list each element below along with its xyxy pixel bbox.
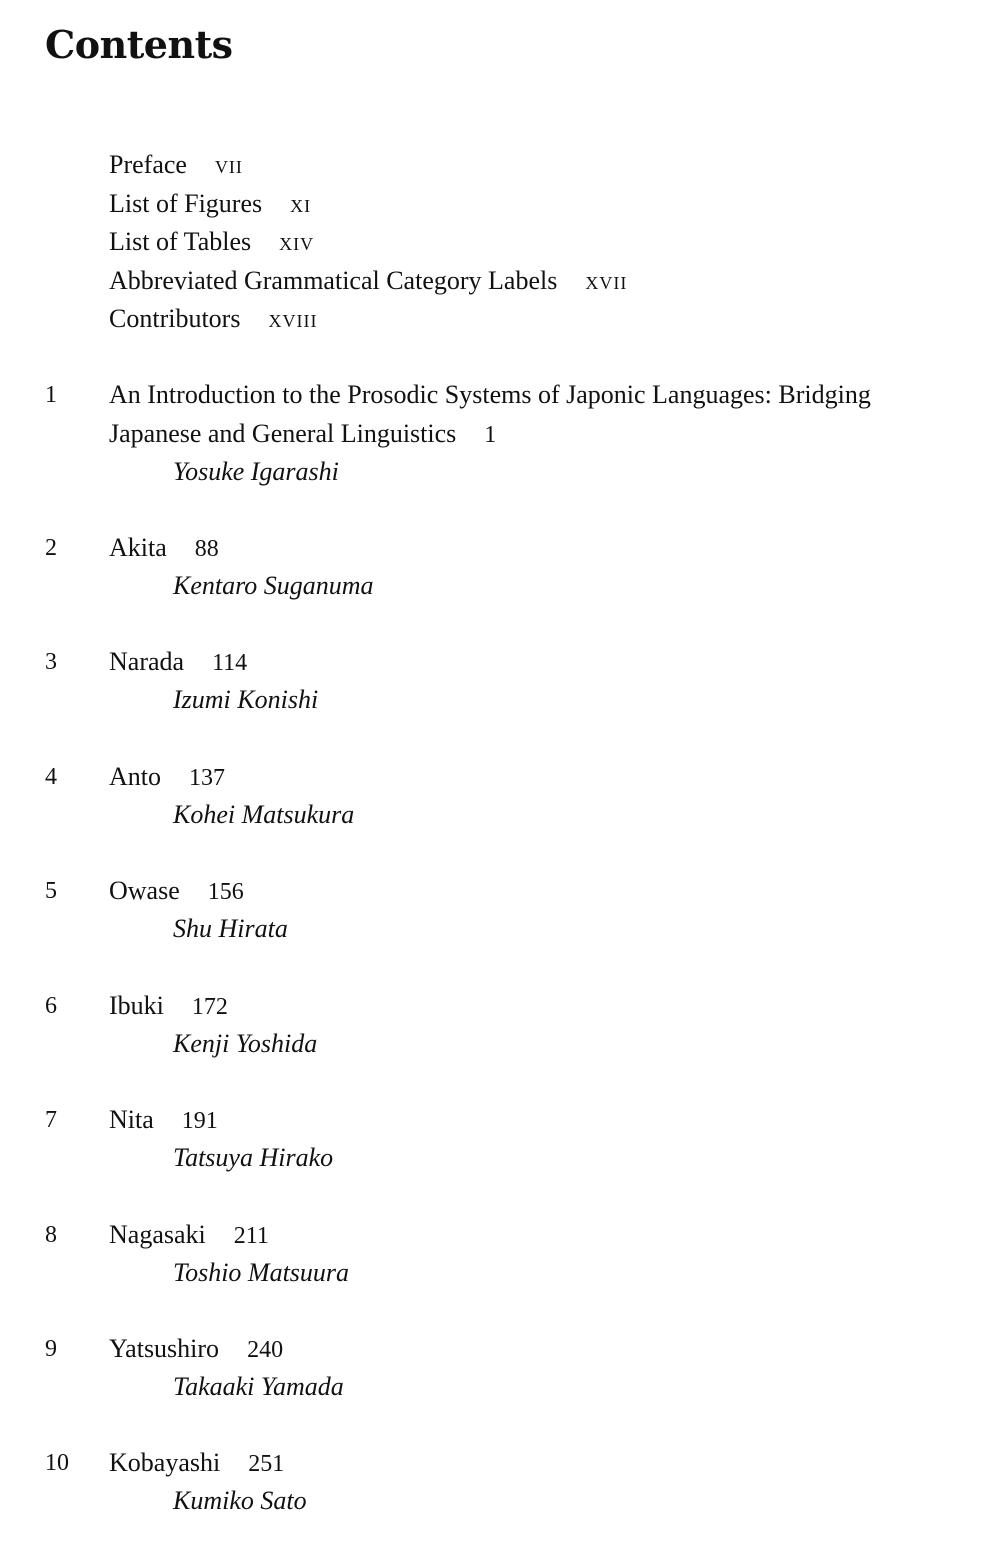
page-title: Contents — [45, 22, 233, 67]
front-matter-label: List of Figures — [109, 188, 263, 218]
chapter-page: 172 — [191, 994, 228, 1020]
chapter-number: 6 — [45, 993, 57, 1019]
chapter-page: 114 — [212, 650, 248, 676]
chapter-title-line — [109, 415, 989, 455]
chapter-title-text: Nita — [109, 1105, 154, 1134]
chapter-page: 156 — [207, 879, 244, 905]
front-matter-item[interactable] — [109, 223, 627, 262]
front-matter-list — [109, 146, 627, 339]
chapter-number: 7 — [45, 1107, 57, 1133]
chapter-page: 240 — [247, 1337, 284, 1363]
chapter-author: Izumi Konishi — [173, 685, 319, 714]
chapter-page: 191 — [181, 1108, 218, 1134]
chapter-title-text: Kobayashi — [109, 1448, 221, 1477]
chapter-title-text: Anto — [109, 762, 161, 791]
front-matter-item[interactable] — [109, 146, 627, 185]
chapter-page: 251 — [248, 1451, 285, 1477]
chapter-number: 3 — [45, 649, 57, 675]
chapter-author: Kenji Yoshida — [173, 1029, 318, 1058]
front-matter-page: xvii — [585, 265, 628, 295]
chapter-number: 2 — [45, 535, 57, 561]
chapter-author: Yosuke Igarashi — [173, 457, 339, 486]
chapter-title — [109, 987, 989, 1027]
front-matter-item[interactable] — [109, 300, 627, 339]
front-matter-label: Preface — [109, 150, 187, 179]
chapter-title — [109, 1101, 989, 1141]
chapter-author: Kohei Matsukura — [173, 800, 355, 829]
chapter-number: 10 — [45, 1450, 69, 1476]
chapter-title-text: Narada — [109, 647, 185, 676]
chapter-title — [109, 758, 989, 798]
chapter-page: 88 — [194, 536, 219, 562]
front-matter-item[interactable] — [109, 262, 627, 301]
chapter-title — [109, 376, 989, 454]
chapter-title-text: Nagasaki — [109, 1220, 206, 1249]
chapter-author: Takaaki Yamada — [173, 1372, 344, 1401]
chapter-author: Tatsuya Hirako — [173, 1143, 334, 1172]
chapter-author: Toshio Matsuura — [173, 1258, 350, 1287]
chapter-title — [109, 643, 989, 683]
chapter-title — [109, 1216, 989, 1256]
front-matter-page: xi — [290, 188, 312, 218]
chapter-title — [109, 872, 989, 912]
chapter-number: 1 — [45, 382, 57, 408]
chapter-title-text: Akita — [109, 533, 167, 562]
front-matter-item[interactable] — [109, 185, 627, 224]
chapter-number: 5 — [45, 878, 57, 904]
chapter-author: Kumiko Sato — [173, 1486, 307, 1515]
chapter-number: 9 — [45, 1336, 57, 1362]
chapter-title-text: Ibuki — [109, 991, 164, 1020]
front-matter-label: Contributors — [109, 304, 241, 333]
chapter-title-text: Owase — [109, 876, 180, 905]
chapter-title-line: An Introduction to the Prosodic Systems of Japonic Languages: Bridging — [109, 380, 871, 409]
chapter-page: 137 — [189, 765, 225, 791]
chapter-number: 4 — [45, 764, 57, 790]
front-matter-label: List of Tables — [109, 227, 252, 256]
front-matter-page: xviii — [268, 304, 318, 333]
front-matter-page: xiv — [279, 227, 315, 256]
chapter-page: 1 — [484, 421, 497, 448]
front-matter-label: Abbreviated Grammatical Category Labels — [109, 265, 558, 295]
chapter-author: Shu Hirata — [173, 914, 288, 943]
chapter-page: 211 — [233, 1223, 269, 1249]
chapter-title — [109, 1444, 989, 1484]
chapter-number: 8 — [45, 1222, 57, 1248]
chapter-title — [109, 529, 989, 569]
chapter-title-text: Japanese and General Linguistics — [109, 418, 457, 448]
chapter-title-text: Yatsushiro — [109, 1334, 220, 1363]
chapter-title — [109, 1330, 989, 1370]
front-matter-page: vii — [214, 150, 243, 179]
chapter-author: Kentaro Suganuma — [173, 571, 374, 600]
